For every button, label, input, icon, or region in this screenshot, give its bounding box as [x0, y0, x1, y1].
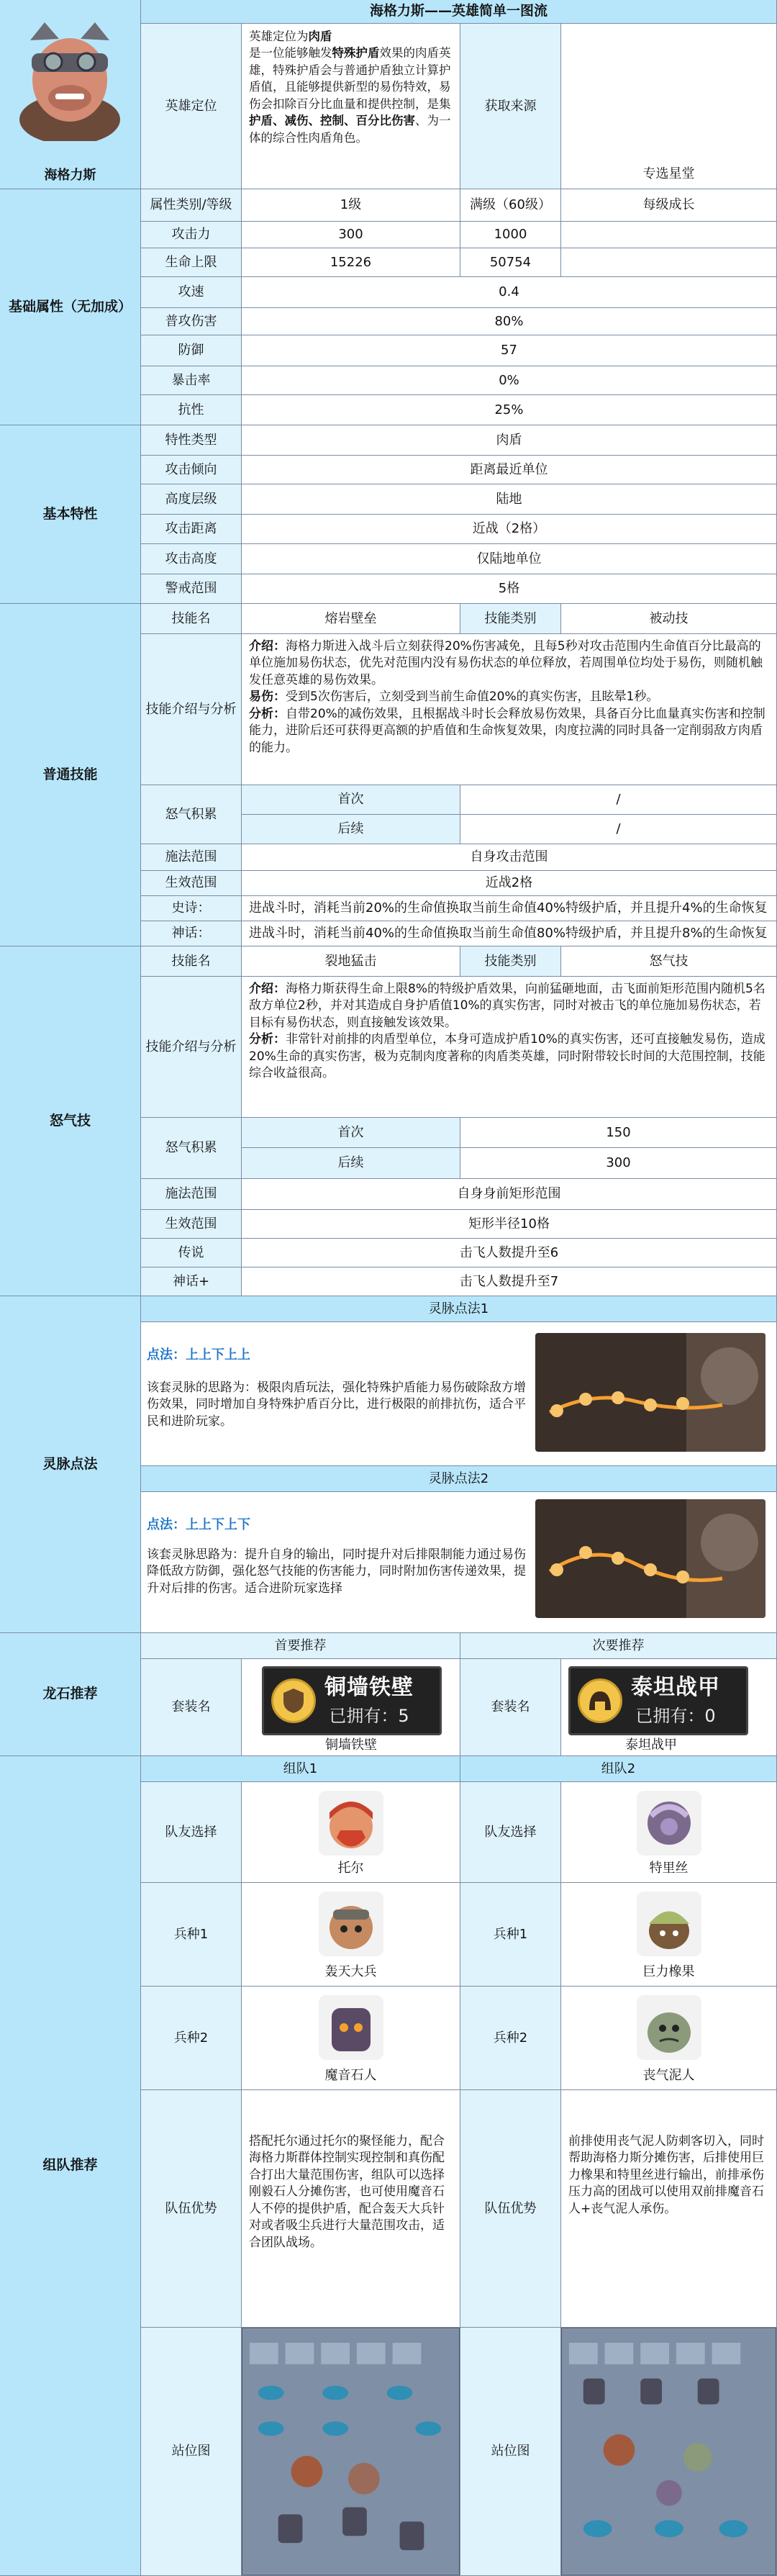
pos-label: 站位图: [141, 2328, 242, 2576]
mate-label: 队友选择: [460, 1782, 561, 1883]
skill-intro-text: 介绍：海格力斯获得生命上限8%的特级护盾效果，向前猛砸地面，击飞面前矩形范围内随机5名敌方单位2秒，并对其造成自身护盾值10%的真实伤害，同时对被击飞的单位施加易伤状态，若目标有易伤状态，则直接触发该效果。 分析：非常针对前排的肉盾型单位，本身可造成护盾10%的真实伤害，还可直接触发易伤，造成20%生命的真实伤害，极为克制肉度著称的肉盾类英雄，同时附带较长时间的大范围控制，技能综合收益很高。: [242, 977, 777, 1118]
pos-label: 站位图: [460, 2328, 561, 2576]
trait-name: 攻击距离: [141, 515, 242, 544]
attr-value-lv60: 1000: [460, 222, 561, 248]
vein-plan2-path: 点法：上上下上下: [147, 1517, 250, 1532]
attr-value: 80%: [242, 308, 777, 335]
attr-value: 25%: [242, 395, 777, 425]
attr-header-lv60: 满级（60级）: [460, 189, 561, 222]
dragon-stone-caption: 泰坦战甲: [625, 1737, 677, 1753]
attr-name: 普攻伤害: [141, 308, 242, 335]
rage-accum-label: 怒气积累: [141, 785, 242, 844]
rage-first-label: 首次: [242, 785, 460, 815]
hero-portrait: [16, 19, 124, 141]
team2-mate: [561, 1782, 777, 1883]
cast-range: 自身身前矩形范围: [242, 1179, 777, 1210]
dragon-second-title: 次要推荐: [460, 1633, 777, 1659]
myth-label: 神话：: [141, 921, 242, 946]
hero-position-label: 英雄定位: [141, 24, 242, 189]
trait-value: 仅陆地单位: [242, 544, 777, 574]
hero-name: 海格力斯: [44, 168, 96, 183]
epic-label: 史诗：: [141, 896, 242, 921]
soldier-avatar: [319, 1892, 383, 1956]
shield-icon: [271, 1678, 316, 1723]
rage-first-label: 首次: [242, 1118, 460, 1148]
dragon-stone-owned: 已拥有：5: [329, 1705, 409, 1726]
attr-name: 防御: [141, 335, 242, 366]
trait-value: 距离最近单位: [242, 456, 777, 484]
skill-type: 被动技: [561, 604, 777, 634]
trait-name: 警戒范围: [141, 574, 242, 604]
attr-name: 攻击力: [141, 222, 242, 248]
dragon-stone-name: 泰坦战甲: [631, 1675, 720, 1701]
skill-name-label: 技能名: [141, 604, 242, 634]
vein-plan2: [141, 1492, 777, 1633]
team2-soldier1-name: 巨力橡果: [642, 1964, 695, 1979]
skill-type-label: 技能类别: [460, 946, 561, 977]
skill-type-label: 技能类别: [460, 604, 561, 634]
trait-name: 特性类型: [141, 425, 242, 456]
soldier2-label: 兵种2: [141, 1987, 242, 2090]
skill-intro-label: 技能介绍与分析: [141, 634, 242, 785]
dragon-stone-card: [262, 1666, 442, 1735]
vein-plan1: [141, 1322, 777, 1466]
team1-title: 组队1: [141, 1756, 460, 1782]
team2-mate-name: 特里丝: [649, 1861, 689, 1876]
vein-plan2-title: 灵脉点法2: [141, 1466, 777, 1492]
dragon-stone-owned: 已拥有：0: [635, 1705, 716, 1726]
attr-growth: [561, 222, 777, 248]
skill-name-label: 技能名: [141, 946, 242, 977]
attr-header-lv1: 1级: [242, 189, 460, 222]
rage-next-label: 后续: [242, 815, 460, 844]
team2-soldier2: [561, 1987, 777, 2090]
adv-label: 队伍优势: [460, 2090, 561, 2328]
attr-name: 抗性: [141, 395, 242, 425]
team2-pos: [561, 2328, 777, 2576]
skill-intro-text: 介绍：海格力斯进入战斗后立刻获得20%伤害减免，且每5秒对攻击范围内生命值百分比最高的单位施加易伤状态，优先对范围内没有易伤状态的单位释放，若周围单位均处于易伤，则随机触发任意英雄的易伤效果。 易伤：受到5次伤害后，立刻受到当前生命值20%的真实伤害，且眩晕1秒。 分析：自带20%的减伤效果，且根据战斗时长会释放易伤效果，具备百分比血量真实伤害和控制能力，进阶后还可获得更高额的护盾值和生命恢复效果，肉度拉满的同时具备一定削弱敌方肉盾的能力。: [242, 634, 777, 785]
rage-next-value: /: [460, 815, 777, 844]
myth-plus-text: 击飞人数提升至7: [242, 1267, 777, 1296]
dragon-first-suit: [242, 1659, 460, 1756]
basic-traits-category: 基本特性: [0, 425, 141, 604]
cast-range: 自身攻击范围: [242, 844, 777, 871]
vein-plan1-title: 灵脉点法1: [141, 1296, 777, 1322]
soldier1-label: 兵种1: [141, 1883, 242, 1987]
team1-soldier1-name: 轰天大兵: [324, 1964, 377, 1979]
rage-first-value: 150: [460, 1118, 777, 1148]
dragon-stone-caption: 铜墙铁壁: [325, 1737, 377, 1753]
legend-label: 传说: [141, 1239, 242, 1267]
soldier1-label: 兵种1: [460, 1883, 561, 1987]
legend-text: 击飞人数提升至6: [242, 1239, 777, 1267]
rage-next-label: 后续: [242, 1148, 460, 1179]
rage-skill-category: 怒气技: [0, 946, 141, 1296]
team1-adv-text: 搭配托尔通过托尔的聚怪能力，配合海格力斯群体控制实现控制和真伤配合打出大量范围伤害，组队可以选择刚毅石人分摊伤害，也可使用魔音石人不停的提供护盾，配合轰天大兵针对或者吸尘兵进行大量范围攻击，适合团队战场。: [249, 2134, 445, 2250]
vein-plan2-text: 该套灵脉思路为：提升自身的输出，同时提升对后排限制能力通过易伤降低敌方防御，强化怒气技能的伤害能力，同时附加伤害传递效果，提升对后排的伤害。适合进阶玩家选择: [147, 1547, 526, 1596]
team2-soldier1: [561, 1883, 777, 1987]
team2-adv: [561, 2090, 777, 2328]
trait-name: 攻击高度: [141, 544, 242, 574]
rage-next-value: 300: [460, 1148, 777, 1179]
attr-value: 0%: [242, 366, 777, 395]
trait-name: 攻击倾向: [141, 456, 242, 484]
team1-soldier2: [242, 1987, 460, 2090]
golem-avatar: [319, 1995, 383, 2060]
trait-value: 肉盾: [242, 425, 777, 456]
attr-value: 0.4: [242, 277, 777, 308]
effect-range: 矩形半径10格: [242, 1210, 777, 1239]
vein-plan1-image: [535, 1333, 765, 1452]
attr-name: 暴击率: [141, 366, 242, 395]
rage-accum-label: 怒气积累: [141, 1118, 242, 1179]
cast-range-label: 施法范围: [141, 1179, 242, 1210]
skill-type: 怒气技: [561, 946, 777, 977]
dragon-category: 龙石推荐: [0, 1633, 141, 1756]
team2-soldier2-name: 丧气泥人: [642, 2068, 695, 2083]
effect-range-label: 生效范围: [141, 871, 242, 896]
soldier2-label: 兵种2: [460, 1987, 561, 2090]
thor-avatar: [319, 1791, 383, 1856]
suit-label: 套装名: [141, 1659, 242, 1756]
team1-position-map: [242, 2328, 460, 2575]
trisha-avatar: [637, 1791, 701, 1856]
team-category: 组队推荐: [0, 1756, 141, 2576]
effect-range-label: 生效范围: [141, 1210, 242, 1239]
mud-avatar: [637, 1995, 701, 2060]
hero-portrait-cell: [0, 0, 141, 189]
attr-name: 生命上限: [141, 248, 242, 277]
skill-intro-label: 技能介绍与分析: [141, 977, 242, 1118]
dragon-first-title: 首要推荐: [141, 1633, 460, 1659]
mate-label: 队友选择: [141, 1782, 242, 1883]
vein-plan1-path: 点法：上上下上上: [147, 1347, 250, 1362]
team1-mate-name: 托尔: [337, 1861, 364, 1876]
trait-value: 陆地: [242, 484, 777, 515]
skill-name: 裂地猛击: [242, 946, 460, 977]
rage-first-value: /: [460, 785, 777, 815]
attr-name: 攻速: [141, 277, 242, 308]
page-title: 海格力斯——英雄简单一图流: [141, 0, 777, 24]
team2-position-map: [561, 2328, 776, 2575]
cast-range-label: 施法范围: [141, 844, 242, 871]
dragon-stone-card: [568, 1666, 748, 1735]
attr-value: 57: [242, 335, 777, 366]
skill-name: 熔岩壁垒: [242, 604, 460, 634]
team2-adv-text: 前排使用丧气泥人防刺客切入，同时帮助海格力斯分摊伤害，后排使用巨力橡果和特里丝进行输出，前排承伤压力高的团战可以使用双前排魔音石人+丧气泥人承伤。: [568, 2134, 764, 2216]
dragon-stone-name: 铜墙铁壁: [324, 1675, 414, 1701]
source-value: 专选星堂: [561, 24, 777, 189]
team1-mate: [242, 1782, 460, 1883]
team1-soldier2-name: 魔音石人: [324, 2068, 377, 2083]
hero-position-text: 英雄定位为肉盾 是一位能够触发特殊护盾效果的肉盾英雄，特殊护盾会与普通护盾独立计算护盾值，且能够提供新型的易伤特效，易伤会扣除百分比血量和提供控制，是集护盾、减伤、控制、百分比伤害、为一体的综合性肉盾角色。: [242, 24, 460, 189]
trait-value: 5格: [242, 574, 777, 604]
dragon-second-suit: [561, 1659, 777, 1756]
team1-adv: [242, 2090, 460, 2328]
effect-range: 近战2格: [242, 871, 777, 896]
acorn-avatar: [637, 1892, 701, 1956]
attr-header-type: 属性类别/等级: [141, 189, 242, 222]
attr-value-lv60: 50754: [460, 248, 561, 277]
attr-value-lv1: 300: [242, 222, 460, 248]
source-label: 获取来源: [460, 24, 561, 189]
attr-growth: [561, 248, 777, 277]
normal-skill-category: 普通技能: [0, 604, 141, 946]
trait-name: 高度层级: [141, 484, 242, 515]
attr-value-lv1: 15226: [242, 248, 460, 277]
vein-category: 灵脉点法: [0, 1296, 141, 1633]
myth-text: 进战斗时，消耗当前40%的生命值换取当前生命值80%特级护盾，并且提升8%的生命恢复: [242, 921, 777, 946]
vein-plan2-image: [535, 1499, 765, 1618]
epic-text: 进战斗时，消耗当前20%的生命值换取当前生命值40%特级护盾，并且提升4%的生命恢复: [242, 896, 777, 921]
myth-plus-label: 神话+: [141, 1267, 242, 1296]
attr-header-growth: 每级成长: [561, 189, 777, 222]
team1-pos: [242, 2328, 460, 2576]
team2-title: 组队2: [460, 1756, 777, 1782]
basic-attr-category: 基础属性（无加成）: [0, 189, 141, 425]
trait-value: 近战（2格）: [242, 515, 777, 544]
adv-label: 队伍优势: [141, 2090, 242, 2328]
vein-plan1-text: 该套灵脉的思路为：极限肉盾玩法，强化特殊护盾能力易伤破除敌方增伤效果，同时增加自身特殊护盾百分比，进行极限的前排抗伤，适合平民和进阶玩家。: [147, 1380, 526, 1429]
suit-label: 套装名: [460, 1659, 561, 1756]
helmet-icon: [578, 1678, 622, 1723]
team1-soldier1: [242, 1883, 460, 1987]
